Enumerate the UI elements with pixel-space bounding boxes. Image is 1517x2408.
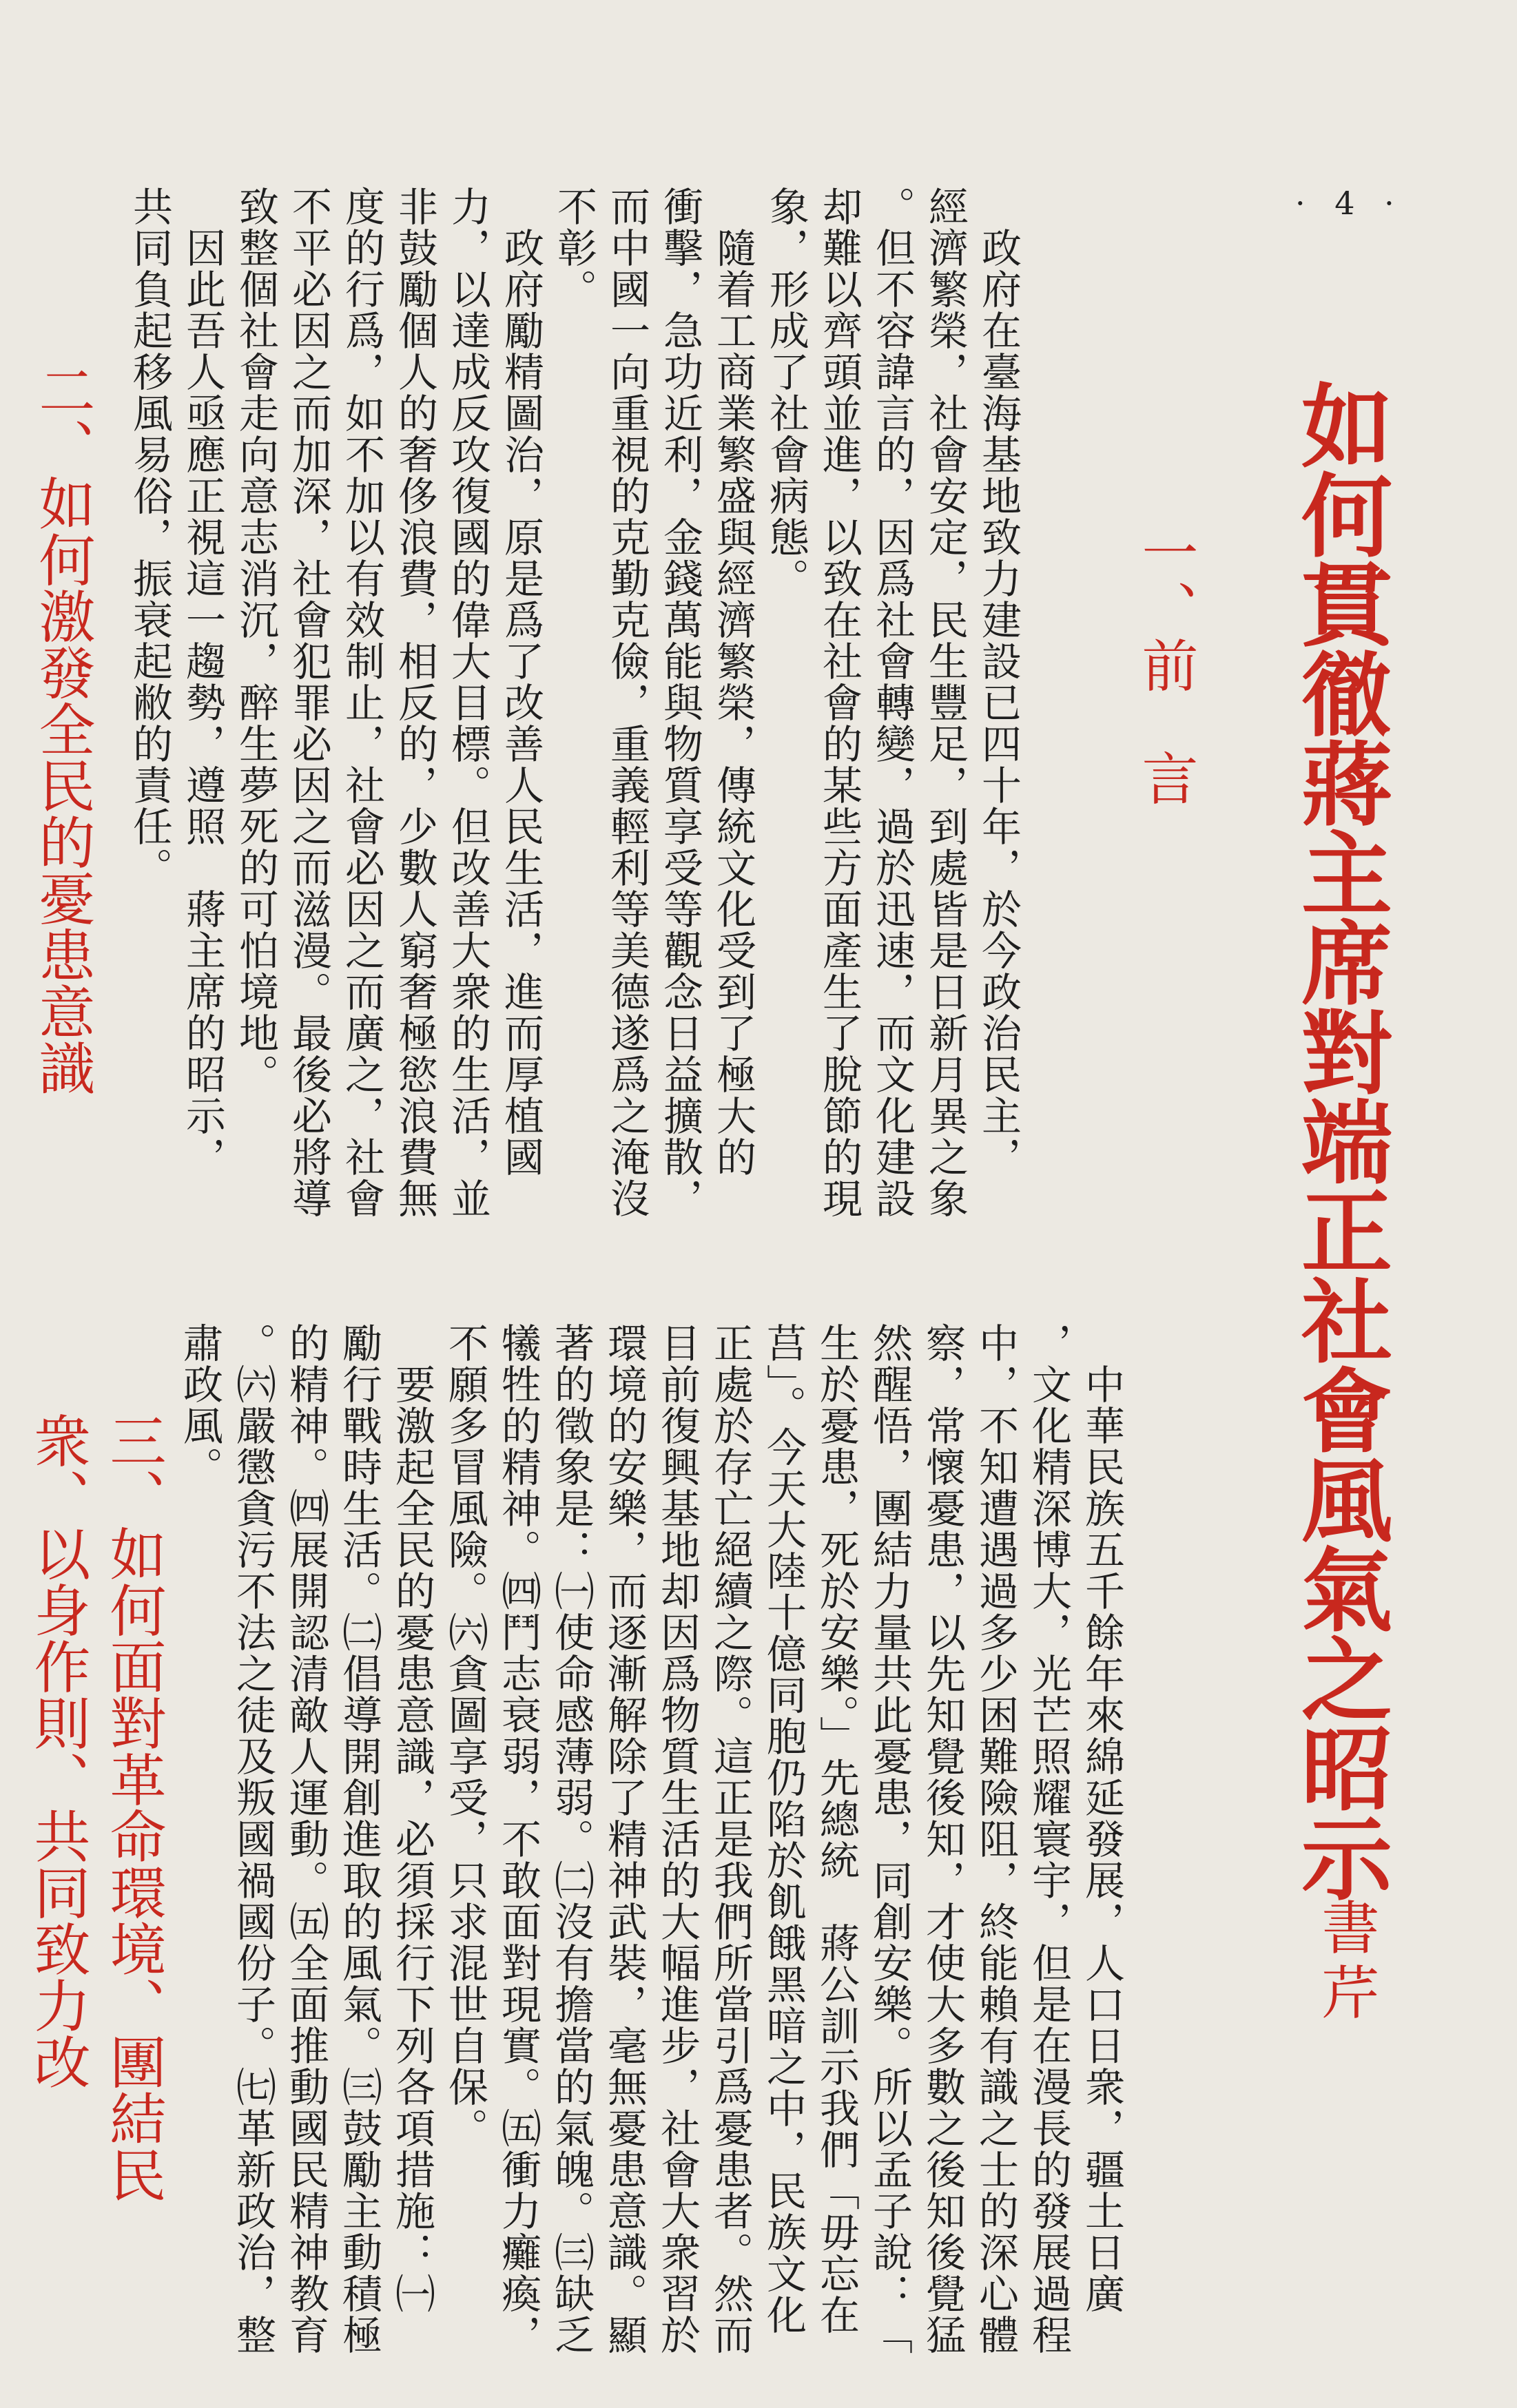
section-1-line: 非鼓勵個人的奢侈浪費，相反的，少數人窮奢極慾浪費無 [391, 186, 438, 1219]
intro-line: 莒」。今天大陸十億同胞仍陷於飢餓黑暗之中，民族文化 [760, 1322, 807, 2336]
section-1-line: 度的行爲，如不加以有效制止，社會必因之而廣之，社會 [338, 186, 385, 1219]
intro-line: 肅政風。 [176, 1322, 223, 1488]
intro-line: 生於憂患，死於安樂。」先總統 蔣公訓示我們「毋忘在 [813, 1322, 860, 2336]
section-1-line: 共同負起移風易俗，振衰起敝的責任。 [126, 186, 173, 889]
intro-line: ，文化精深博大，光芒照耀寰宇，但是在漫長的發展過程 [1025, 1322, 1072, 2356]
section-1-line: 象，形成了社會病態。 [763, 186, 809, 599]
intro-line: 然醒悟，團結力量共此憂患，同創安樂。所以孟子說：「 [866, 1322, 913, 2356]
section-3-heading-line: 三、如何面對革命環境、團結民 [101, 1412, 166, 2203]
section-1-line: 經濟繁榮，社會安定，民生豐足，到處皆是日新月異之象 [922, 186, 969, 1219]
intro-line: 目前復興基地却因爲物質生活的大幅進步，社會大衆習於 [654, 1322, 701, 2356]
section-1-line: 衝擊，急功近利，金錢萬能與物質享受等觀念日益擴散， [657, 186, 703, 1219]
page-number: · 4 · [1295, 185, 1404, 222]
intro-line: 中華民族五千餘年來綿延發展，人口日衆，疆土日廣 [1078, 1322, 1125, 2314]
section-3-heading-line: 衆、以身作則、共同致力改 [25, 1412, 90, 2090]
intro-line: 察，常懷憂患，以先知覺後知，才使大多數之後知後覺猛 [919, 1322, 966, 2356]
author-name: 書芹 [1312, 1898, 1380, 2027]
intro-line: 著的徵象是：㈠使命感薄弱。㈡沒有擔當的氣魄。㈢缺乏 [548, 1322, 595, 2356]
section-1-line: 因此吾人亟應正視這一趨勢，遵照 蔣主席的昭示， [179, 186, 226, 1178]
intro-line: 中，不知遭遇過多少困難險阻，終能賴有識之士的深心體 [972, 1322, 1019, 2356]
article-title [1287, 379, 1390, 1901]
section-1-line: 不彰。 [550, 186, 597, 310]
section-1-line: 致整個社會走向意志消沉，醉生夢死的可怕境地。 [232, 186, 279, 1095]
section-3-heading [19, 1412, 171, 2203]
section-1-line: 却難以齊頭並進，以致在社會的某些方面產生了脫節的現 [816, 186, 863, 1219]
intro-line: 不願多冒風險。㈥貪圖享受，只求混世自保。 [442, 1322, 488, 2149]
section-1-line: 隨着工商業繁盛與經濟繁榮，傳統文化受到了極大的 [710, 186, 756, 1178]
intro-line: 勵行戰時生活。㈡倡導開創進取的風氣。㈢鼓勵主動積極 [336, 1322, 382, 2356]
section-1-line: 政府勵精圖治，原是爲了改善人民生活，進而厚植國 [497, 186, 544, 1178]
title-part-1: 如何貫徹 [1286, 379, 1392, 737]
section-2-heading: 二、如何激發全民的憂患意識 [30, 362, 95, 1096]
section-1-paragraphs [123, 186, 1024, 1322]
intro-line: 的精神。㈣展開認清敵人運動。㈤全面推動國民精神教育 [282, 1322, 329, 2356]
section-1-line: 力，以達成反攻復國的偉大目標。但改善大衆的生活，並 [444, 186, 491, 1219]
intro-line: 正處於存亡絕續之際。這正是我們所當引爲憂患者。然而 [707, 1322, 754, 2356]
section-1-heading: 一、前 言 [1133, 523, 1198, 806]
intro-line: 環境的安樂，而逐漸解除了精神武裝，毫無憂患意識。顯 [601, 1322, 648, 2356]
intro-paragraphs [173, 1322, 1128, 2356]
intro-line: 犧牲的精神。㈣鬥志衰弱，不敢面對現實。㈤衝力癱瘓， [495, 1322, 541, 2356]
section-1-line: 不平必因之而加深，社會犯罪必因之而滋漫。最後必將導 [285, 186, 332, 1219]
title-part-2: 蔣主席對端正社會風氣之昭示 [1286, 737, 1392, 1901]
section-1-line: 政府在臺海基地致力建設已四十年，於今政治民主， [975, 186, 1022, 1178]
intro-line: 要激起全民的憂患意識，必須採行下列各項措施：㈠ [389, 1322, 435, 2314]
section-1-line: 。但不容諱言的，因爲社會轉變，過於迅速，而文化建設 [869, 186, 916, 1219]
intro-line: 。㈥嚴懲貪污不法之徒及叛國禍國份子。㈦革新政治，整 [229, 1322, 276, 2356]
section-1-line: 而中國一向重視的克勤克儉，重義輕利等美德遂爲之淹沒 [603, 186, 650, 1219]
